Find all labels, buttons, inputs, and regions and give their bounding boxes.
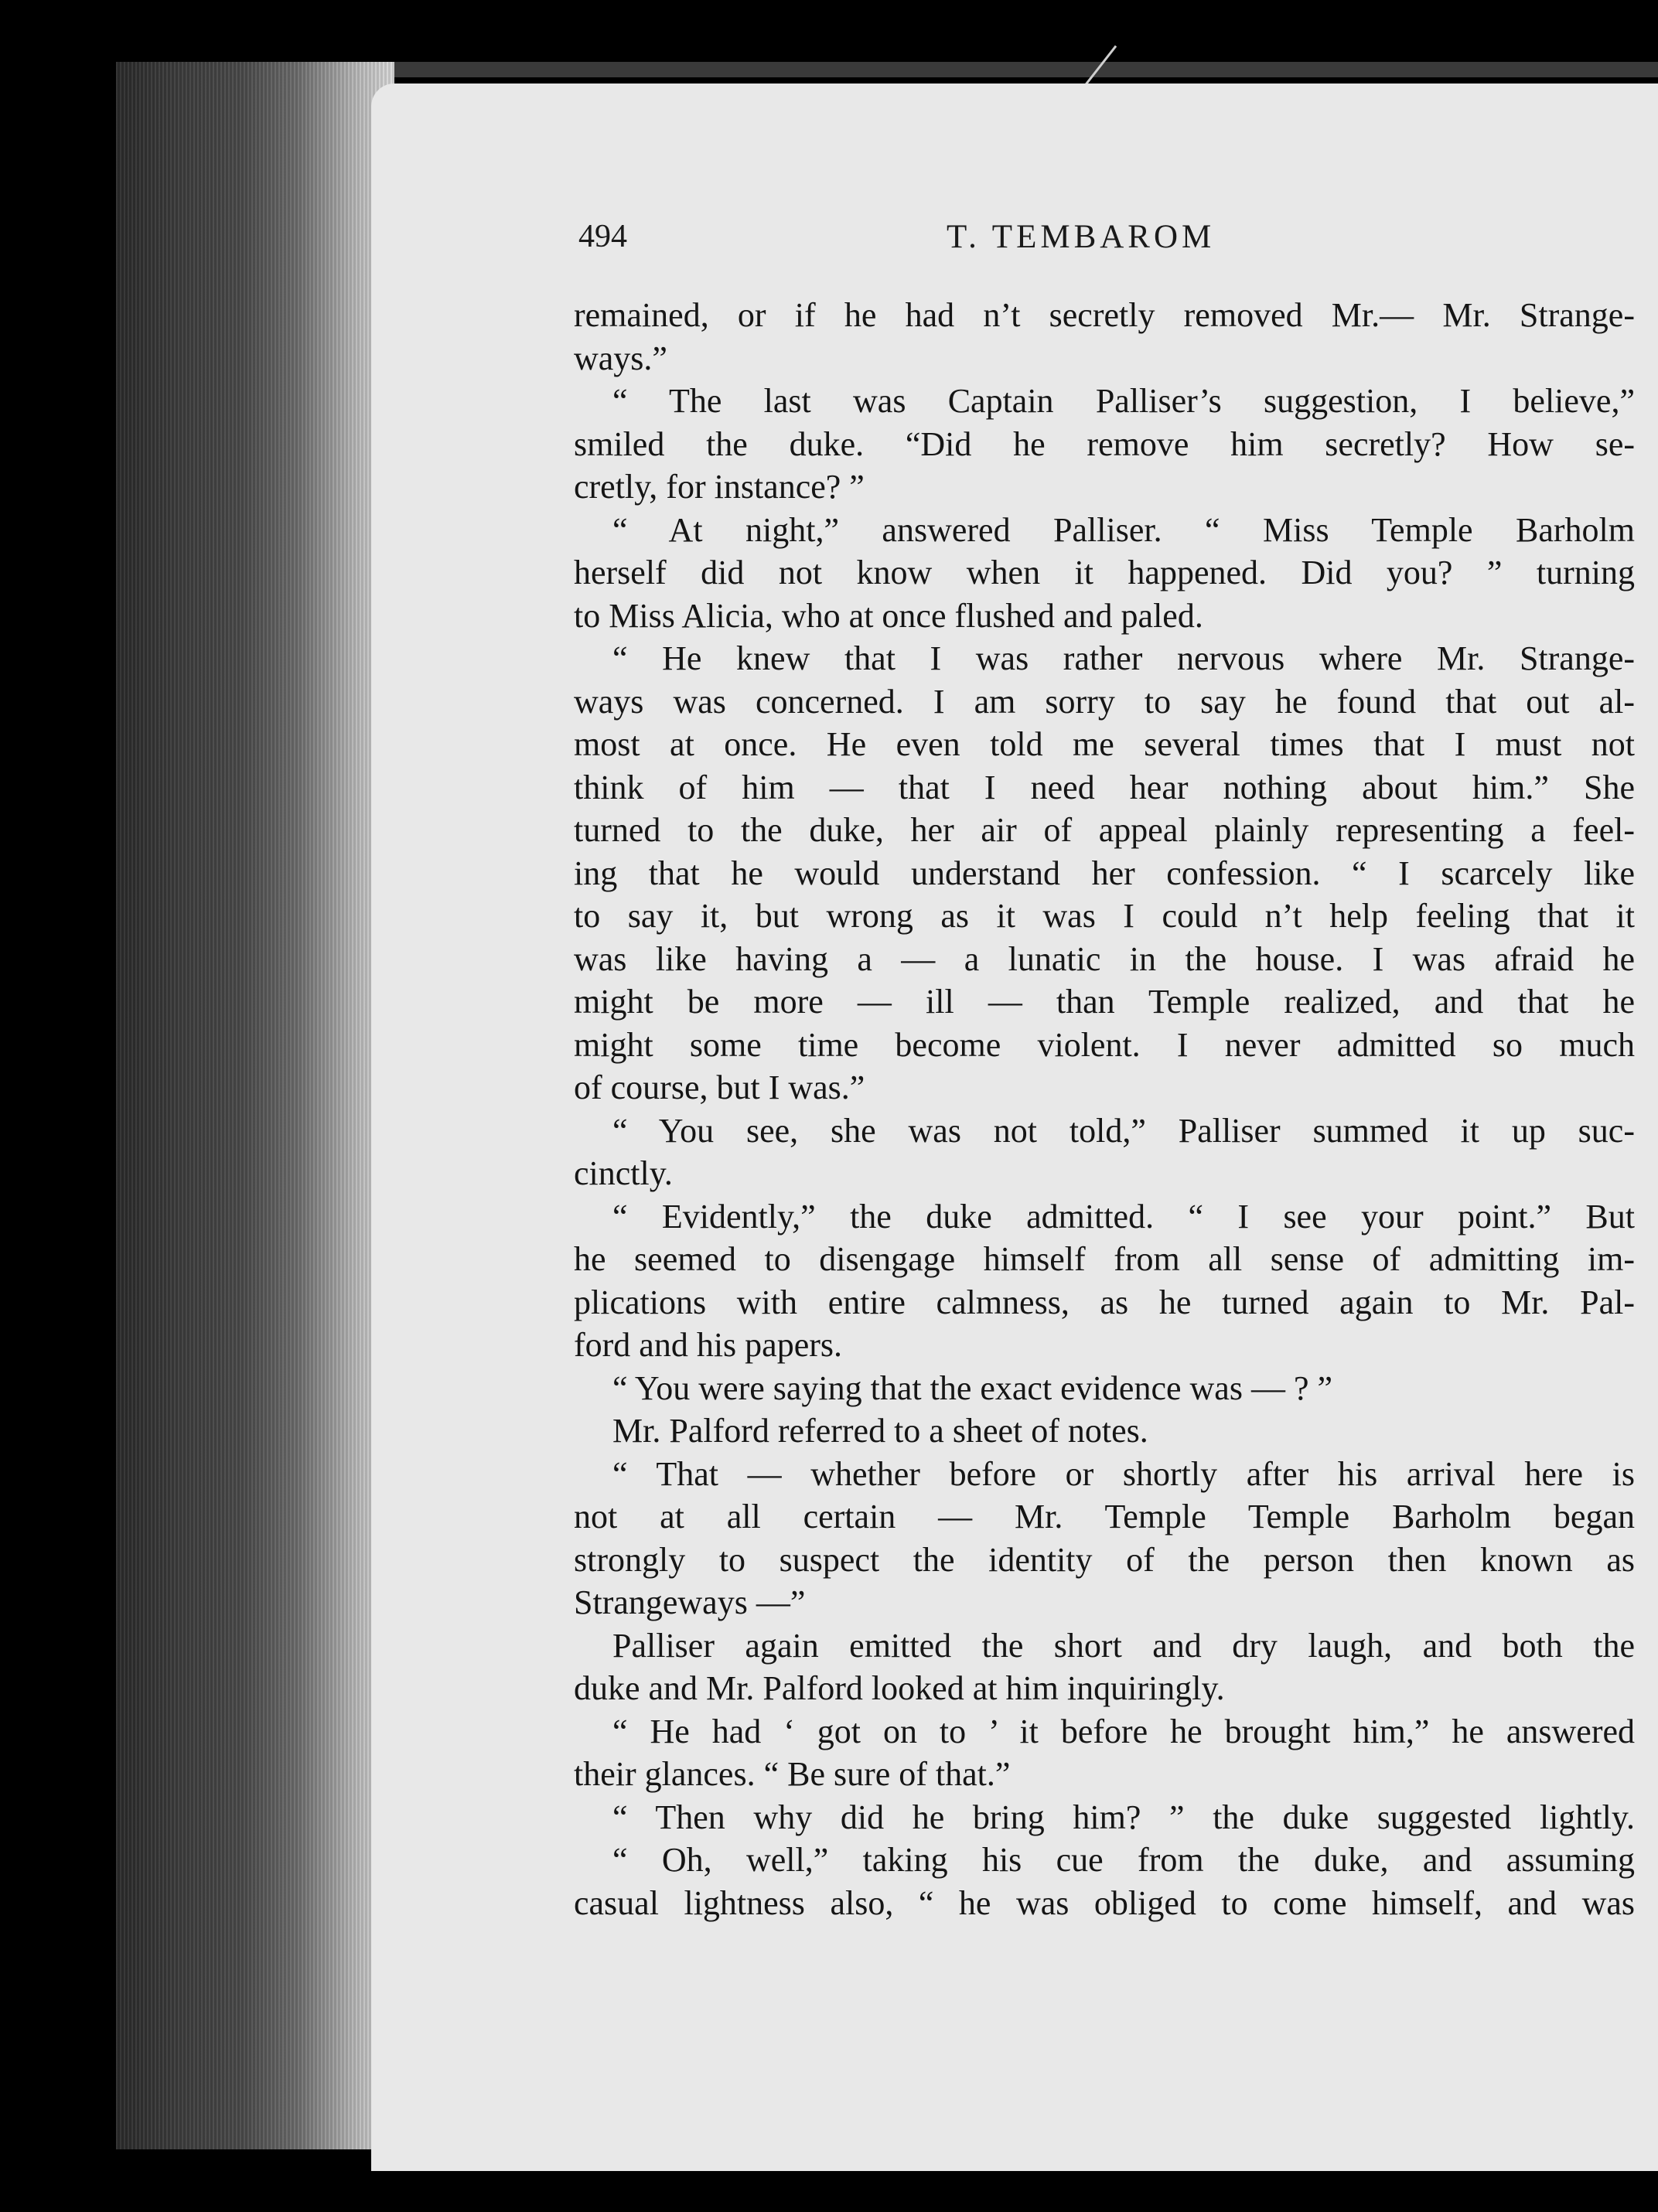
text-line: ways.” [574, 339, 667, 377]
text-line: to Miss Alicia, who at once flushed and paled. [574, 596, 1203, 635]
text-line: he seemed to disengage himself from all sense of admitting im- [574, 1240, 1635, 1278]
text-line: might some time become violent. I never admitted so much [574, 1025, 1635, 1064]
text-line: strongly to suspect the identity of the person then known as [574, 1540, 1635, 1579]
text-line: smiled the duke. “Did he remove him secretly? How se- [574, 424, 1635, 463]
text-line: remained, or if he had n’t secretly removed Mr.— Mr. Strange- [574, 296, 1635, 334]
text-line: cretly, for instance? ” [574, 468, 865, 506]
text-line: “ Then why did he bring him? ” the duke suggested lightly. [612, 1798, 1635, 1836]
text-line: ford and his papers. [574, 1326, 843, 1364]
text-line: “ The last was Captain Palliser’s suggestion, I believe,” [612, 382, 1635, 420]
text-line: their glances. “ Be sure of that.” [574, 1755, 1011, 1793]
text-line: was like having a — a lunatic in the house. I was afraid he [574, 939, 1635, 978]
body-text [574, 294, 1635, 1924]
text-line: “ He knew that I was rather nervous where Mr. Strange- [612, 639, 1635, 677]
text-line: plications with entire calmness, as he turned again to Mr. Pal- [574, 1283, 1635, 1321]
text-line: herself did not know when it happened. Did you? ” turning [574, 554, 1635, 591]
text-line: “ He had ‘ got on to ’ it before he brought him,” he answered [612, 1712, 1635, 1750]
text-line: “ You were saying that the exact evidence was — ? ” [612, 1368, 1333, 1407]
page-header [578, 218, 1633, 264]
text-line: of course, but I was.” [574, 1069, 865, 1106]
text-line: “ Evidently,” the duke admitted. “ I see your point.” But [612, 1197, 1635, 1236]
running-title: T. TEMBAROM [947, 219, 1216, 255]
text-line: duke and Mr. Palford looked at him inquiringly. [574, 1669, 1225, 1707]
text-line: most at once. He even told me several times that I must not [574, 725, 1635, 763]
text-line: “ You see, she was not told,” Palliser summed it up suc- [612, 1111, 1635, 1150]
text-line: ways was concerned. I am sorry to say he found that out al- [574, 682, 1635, 721]
text-line: “ That — whether before or shortly after his arrival here is [612, 1454, 1635, 1493]
text-line: might be more — ill — than Temple realized, and that he [574, 983, 1635, 1021]
text-line: ing that he would understand her confession. “ I scarcely like [574, 854, 1635, 892]
text-line: not at all certain — Mr. Temple Temple Barholm began [574, 1498, 1635, 1535]
text-line: casual lightness also, “ he was obliged to come himself, and was [574, 1883, 1635, 1922]
text-line: to say it, but wrong as it was I could n’t help feeling that it [574, 897, 1635, 935]
text-line: cinctly. [574, 1154, 673, 1192]
text-line: “ At night,” answered Palliser. “ Miss Temple Barholm [612, 510, 1635, 549]
page-number: 494 [578, 219, 627, 254]
text-line: Strangeways —” [574, 1583, 806, 1621]
book-page-edges [116, 62, 394, 2149]
text-line: Palliser again emitted the short and dry laugh, and both the [612, 1626, 1635, 1665]
text-line: think of him — that I need hear nothing about him.” She [574, 768, 1635, 806]
text-line: Mr. Palford referred to a sheet of notes. [612, 1412, 1148, 1450]
text-line: turned to the duke, her air of appeal plainly representing a feel- [574, 811, 1635, 849]
text-line: “ Oh, well,” taking his cue from the duke, and assuming [612, 1841, 1635, 1879]
